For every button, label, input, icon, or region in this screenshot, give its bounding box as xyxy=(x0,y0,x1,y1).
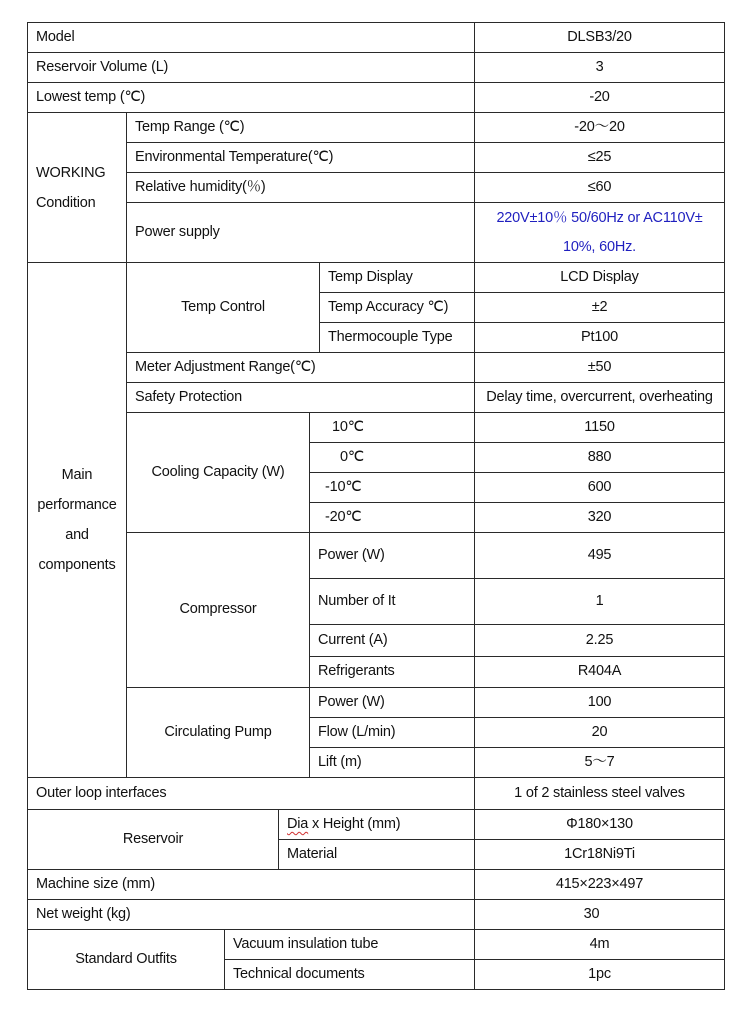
meter-adjustment-label: Meter Adjustment Range(℃) xyxy=(126,352,475,383)
relative-humidity-label: Relative humidity(％) xyxy=(126,172,475,203)
temp-control-label: Temp Control xyxy=(126,262,320,353)
pump-lift-label: Lift (m) xyxy=(309,747,475,778)
reservoir-material-value: 1Cr18Ni9Ti xyxy=(474,839,725,870)
temp-range-value: -20～20 xyxy=(474,112,725,143)
compressor-refrigerant-value: R404A xyxy=(474,656,725,688)
compressor-label: Compressor xyxy=(126,532,310,688)
cooling-0c-value: 880 xyxy=(474,442,725,473)
pump-flow-value: 20 xyxy=(474,717,725,748)
cooling-minus20c-label: -20℃ xyxy=(309,502,475,533)
power-supply-label: Power supply xyxy=(126,202,475,263)
vacuum-tube-value: 4m xyxy=(474,929,725,960)
temp-range-label: Temp Range (℃) xyxy=(126,112,475,143)
thermocouple-type-label: Thermocouple Type xyxy=(319,322,475,353)
lowest-temp-value: -20 xyxy=(474,82,725,113)
technical-documents-label: Technical documents xyxy=(224,959,475,990)
cooling-10c-value: 1150 xyxy=(474,412,725,443)
model-value: DLSB3/20 xyxy=(474,22,725,53)
relative-humidity-value: ≤60 xyxy=(474,172,725,203)
thermocouple-type-value: Pt100 xyxy=(474,322,725,353)
power-supply-value: 220V±10％ 50/60Hz or AC110V± 10%, 60Hz. xyxy=(474,202,725,263)
cooling-minus10c-label: -10℃ xyxy=(309,472,475,503)
temp-accuracy-label: Temp Accuracy ℃) xyxy=(319,292,475,323)
environmental-temperature-label: Environmental Temperature(℃) xyxy=(126,142,475,173)
compressor-number-label: Number of It xyxy=(309,578,475,625)
cooling-10c-label: 10℃ xyxy=(309,412,475,443)
vacuum-tube-label: Vacuum insulation tube xyxy=(224,929,475,960)
cooling-capacity-label: Cooling Capacity (W) xyxy=(126,412,310,533)
safety-protection-value: Delay time, overcurrent, overheating xyxy=(474,382,725,413)
working-condition-group-label: WORKING Condition xyxy=(27,112,127,263)
net-weight-value: 30 xyxy=(474,899,725,930)
standard-outfits-label: Standard Outfits xyxy=(27,929,225,990)
net-weight-label: Net weight (kg) xyxy=(27,899,475,930)
temp-display-value: LCD Display xyxy=(474,262,725,293)
model-label: Model xyxy=(27,22,475,53)
reservoir-label: Reservoir xyxy=(27,809,279,870)
safety-protection-label: Safety Protection xyxy=(126,382,475,413)
pump-power-value: 100 xyxy=(474,687,725,718)
reservoir-volume-value: 3 xyxy=(474,52,725,83)
temp-accuracy-value: ±2 xyxy=(474,292,725,323)
technical-documents-value: 1pc xyxy=(474,959,725,990)
temp-display-label: Temp Display xyxy=(319,262,475,293)
reservoir-material-label: Material xyxy=(278,839,475,870)
lowest-temp-label: Lowest temp (℃) xyxy=(27,82,475,113)
compressor-power-value: 495 xyxy=(474,532,725,579)
compressor-number-value: 1 xyxy=(474,578,725,625)
compressor-current-value: 2.25 xyxy=(474,624,725,657)
compressor-power-label: Power (W) xyxy=(309,532,475,579)
reservoir-volume-label: Reservoir Volume (L) xyxy=(27,52,475,83)
cooling-0c-label: 0℃ xyxy=(309,442,475,473)
cooling-minus10c-value: 600 xyxy=(474,472,725,503)
outer-loop-label: Outer loop interfaces xyxy=(27,777,475,810)
reservoir-dimensions-value: Φ180×130 xyxy=(474,809,725,840)
compressor-refrigerant-label: Refrigerants xyxy=(309,656,475,688)
cooling-minus20c-value: 320 xyxy=(474,502,725,533)
pump-flow-label: Flow (L/min) xyxy=(309,717,475,748)
outer-loop-value: 1 of 2 stainless steel valves xyxy=(474,777,725,810)
environmental-temperature-value: ≤25 xyxy=(474,142,725,173)
reservoir-dimensions-label: Dia x Height (mm) xyxy=(278,809,475,840)
pump-lift-value: 5～7 xyxy=(474,747,725,778)
machine-size-label: Machine size (mm) xyxy=(27,869,475,900)
machine-size-value: 415×223×497 xyxy=(474,869,725,900)
compressor-current-label: Current (A) xyxy=(309,624,475,657)
pump-power-label: Power (W) xyxy=(309,687,475,718)
meter-adjustment-value: ±50 xyxy=(474,352,725,383)
main-performance-group-label: Main performance and components xyxy=(27,262,127,778)
circulating-pump-label: Circulating Pump xyxy=(126,687,310,778)
